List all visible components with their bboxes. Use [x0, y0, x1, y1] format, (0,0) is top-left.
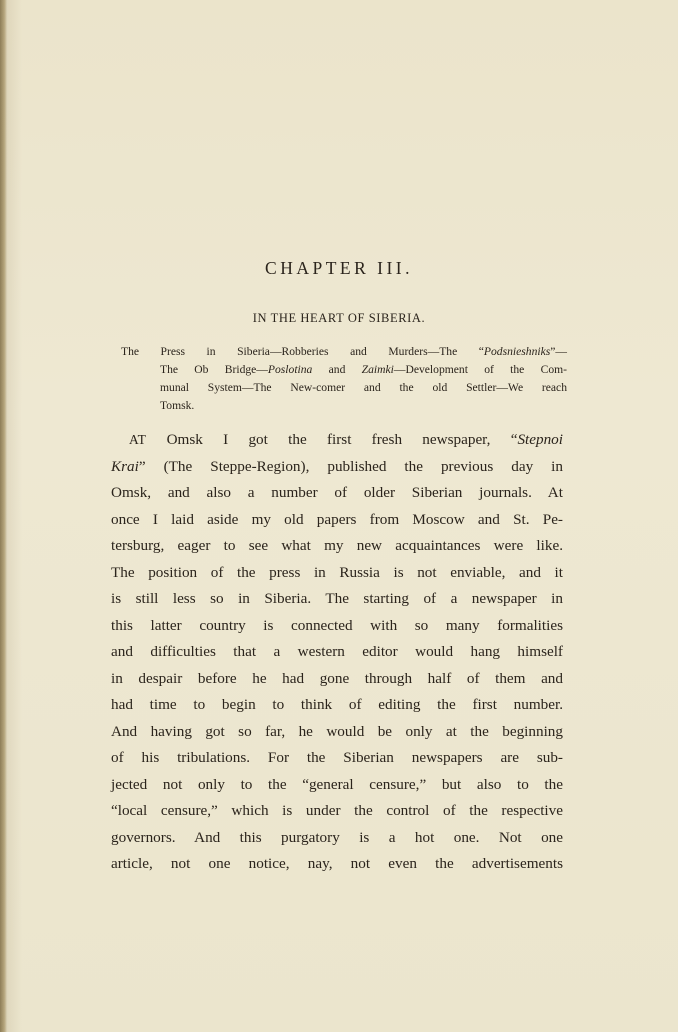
body-line	[111, 613, 563, 640]
body-line	[111, 666, 563, 693]
body-italic-run: Krai	[111, 457, 139, 475]
chapter-title: CHAPTER III.	[265, 258, 413, 278]
page-binding-edge	[0, 0, 7, 1032]
body-text-run: governors. And this purgatory is a hot one. Not one	[111, 828, 563, 846]
body-line	[111, 507, 563, 534]
body-text-run: Omsk, and also a number of older Siberian journals. At	[111, 484, 563, 501]
summary-text-run: and	[312, 363, 362, 376]
body-line	[111, 719, 563, 746]
body-text-run: article, not one notice, nay, not even the advertisements	[111, 855, 563, 872]
body-text-run: and difficulties that a western editor would hang himself	[111, 643, 563, 660]
body-line	[111, 560, 563, 587]
body-text-run: “local censure,” which is under the control of the respective	[111, 802, 563, 819]
body-text-run: is still less so in Siberia. The starting of a newspaper in	[111, 590, 563, 607]
summary-italic-run: Zaimki	[361, 363, 394, 376]
body-line	[111, 480, 563, 507]
summary-text-run: —Development of the Com-	[393, 363, 567, 376]
body-line	[111, 825, 563, 852]
body-line	[111, 772, 563, 799]
summary-text-run: munal System—The New-comer and the old Settler—We reach	[160, 381, 567, 394]
summary-line	[121, 397, 567, 415]
opening-word: AT	[129, 432, 147, 447]
body-text-run: of his tribulations. For the Siberian newspapers are sub-	[111, 749, 563, 766]
summary-text-run: ”—	[550, 345, 567, 358]
summary-line	[121, 361, 567, 379]
summary-line	[121, 343, 567, 361]
body-text	[111, 427, 563, 878]
body-text-run: Omsk I got the first fresh newspaper, “	[146, 431, 518, 448]
body-line	[111, 533, 563, 560]
body-italic-run: Stepnoi	[517, 431, 563, 448]
summary-text-run: The Press in Siberia—Robberies and Murders—The “	[121, 345, 484, 358]
body-line	[111, 427, 563, 454]
body-line	[111, 692, 563, 719]
body-line	[111, 586, 563, 613]
summary-line	[121, 379, 567, 397]
body-text-run: once I laid aside my old papers from Moscow and St. Pe-	[111, 510, 563, 528]
body-line	[111, 798, 563, 825]
summary-text-run: Tomsk.	[160, 399, 195, 412]
body-line	[111, 454, 563, 481]
summary-text-run: The Ob Bridge—	[160, 363, 268, 376]
body-text-run: And having got so far, he would be only at the beginning	[111, 722, 563, 740]
body-line	[111, 639, 563, 666]
body-line	[111, 745, 563, 772]
body-text-run: this latter country is connected with so many formalities	[111, 616, 563, 634]
chapter-summary	[121, 343, 567, 415]
summary-italic-run: Podsnieshniks	[483, 345, 551, 358]
body-line	[111, 851, 563, 878]
body-text-run: ” (The Steppe-Region), published the previous day in	[138, 457, 563, 475]
body-text-run: in despair before he had gone through half of them and	[111, 669, 563, 687]
body-text-run: The position of the press in Russia is not enviable, and it	[111, 563, 563, 581]
body-text-run: jected not only to the “general censure,” but also to the	[111, 775, 563, 793]
body-text-run: had time to begin to think of editing the first number.	[111, 696, 563, 713]
body-text-run: tersburg, eager to see what my new acquaintances were like.	[111, 537, 563, 554]
chapter-subtitle: IN THE HEART OF SIBERIA.	[252, 311, 426, 325]
summary-italic-run: Poslotina	[267, 363, 313, 376]
